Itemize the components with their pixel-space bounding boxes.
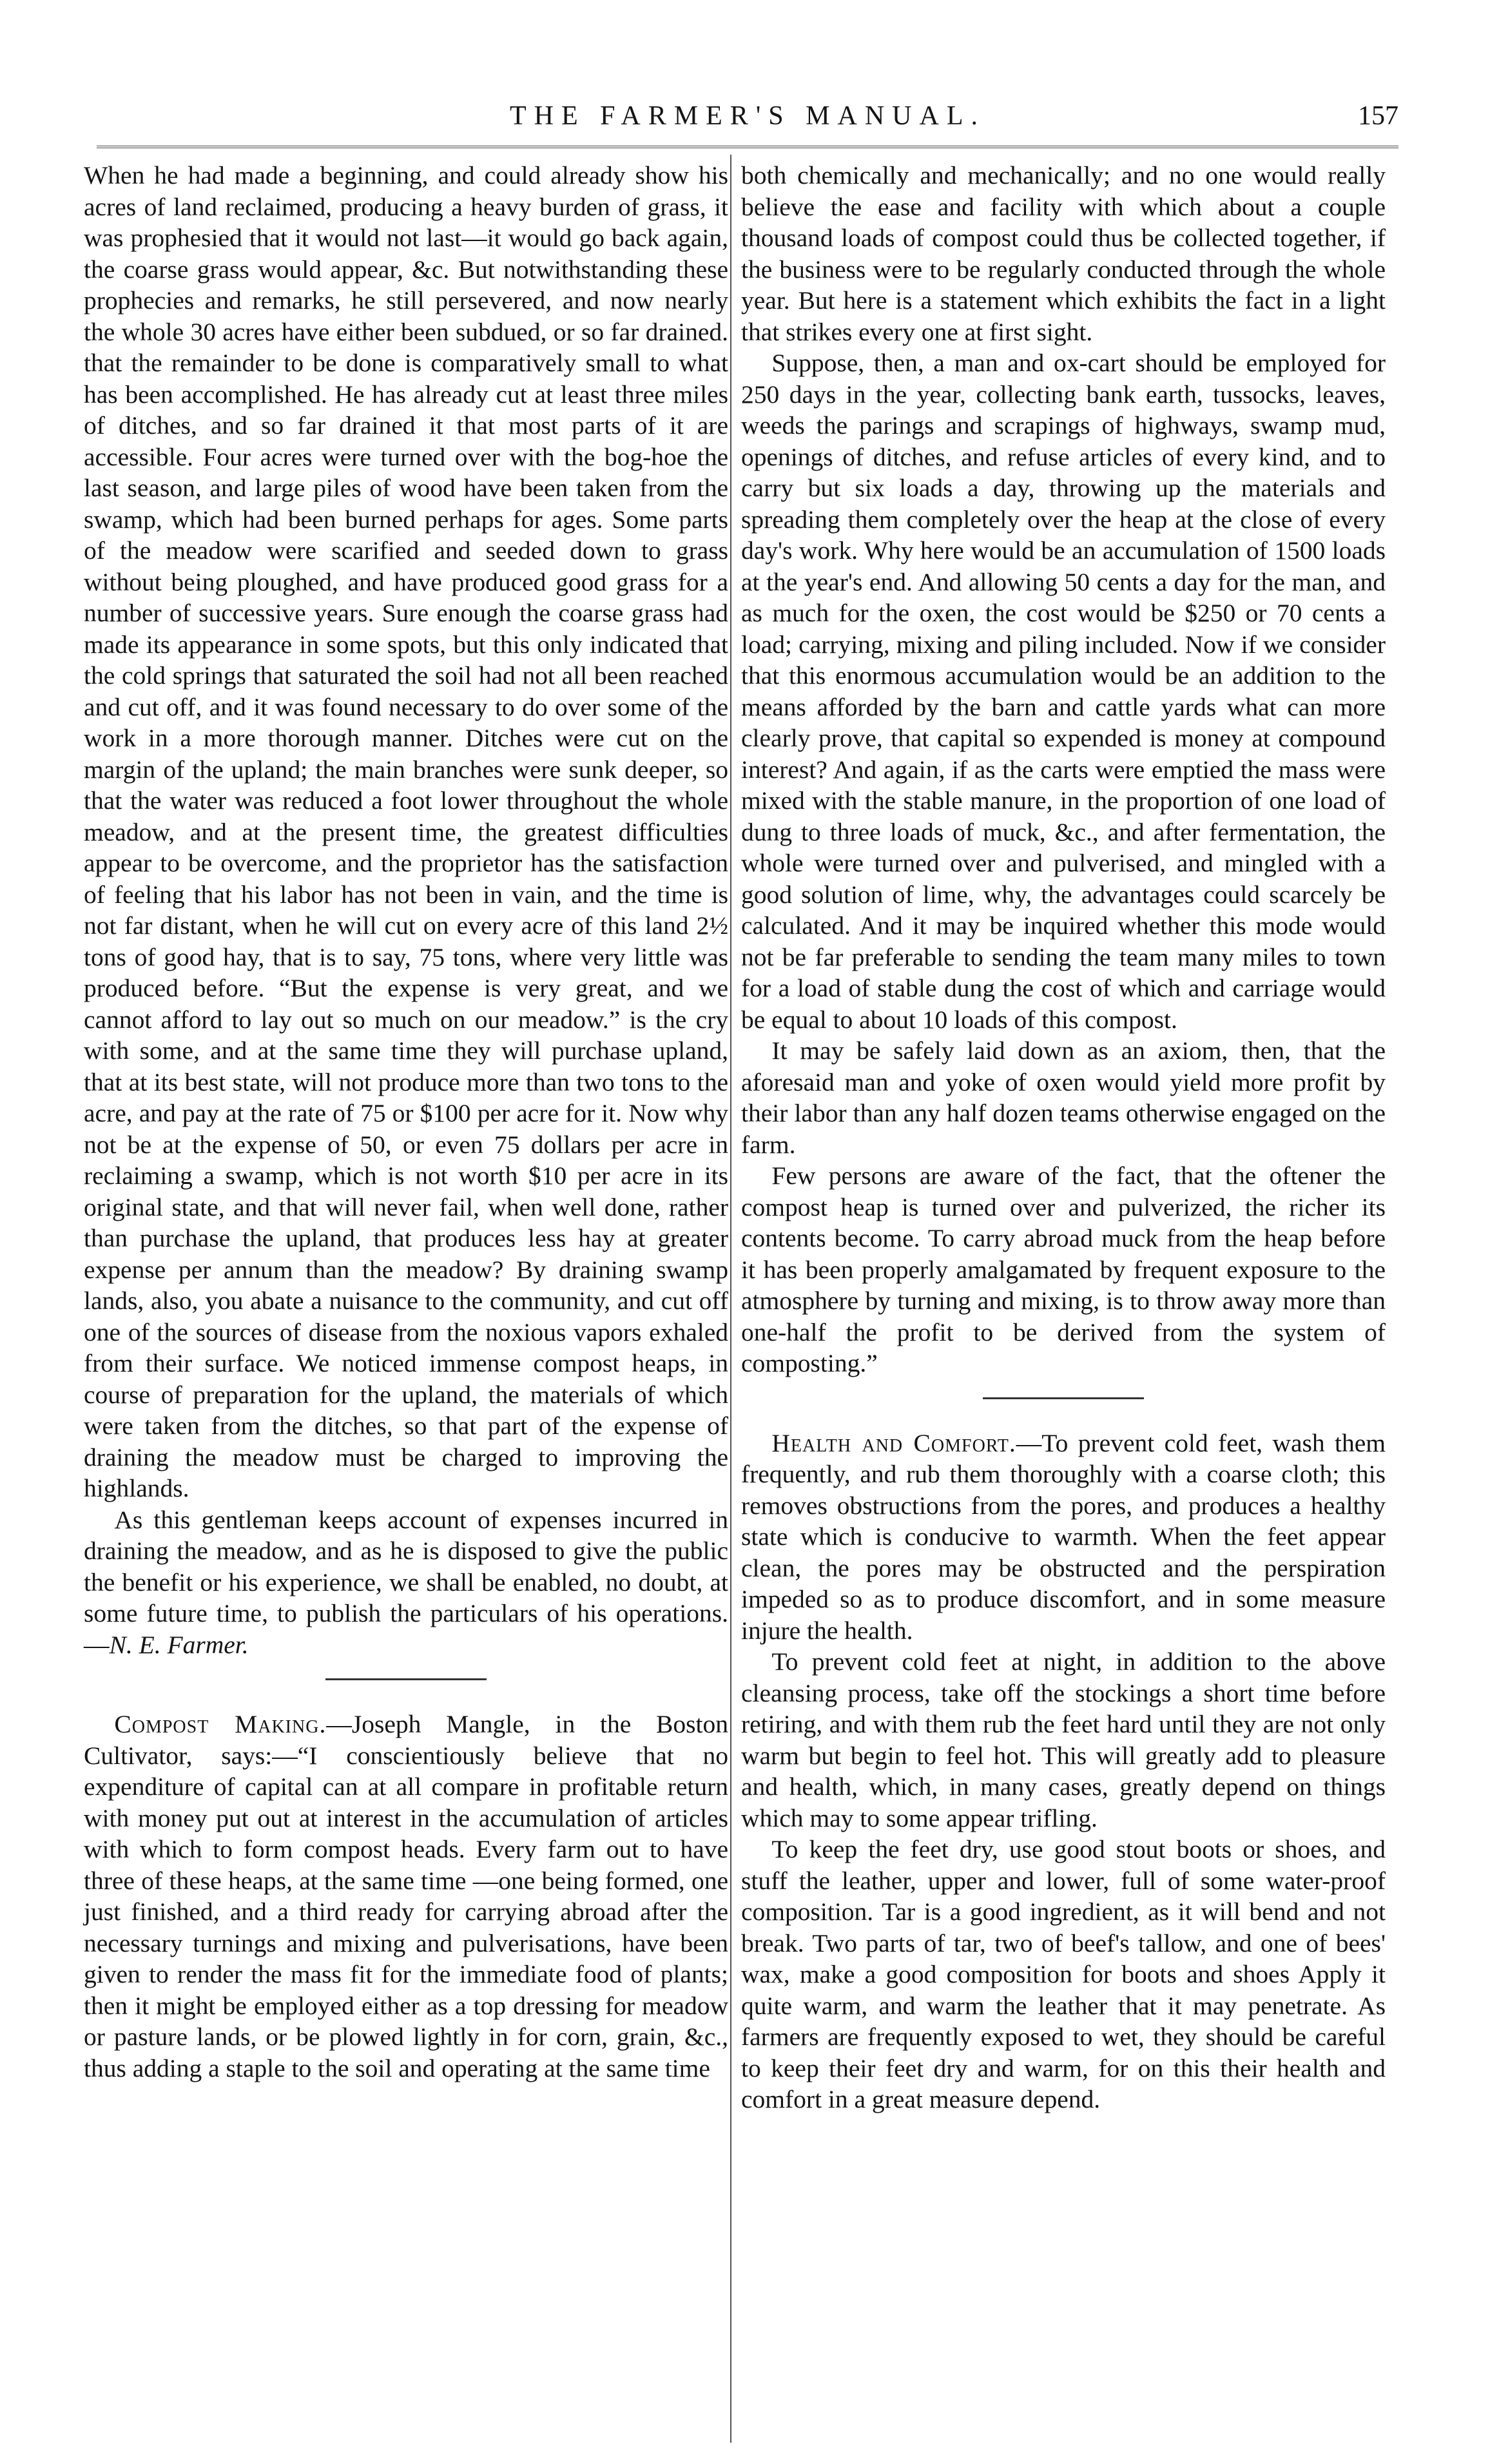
attribution: N. E. Farmer. (109, 1630, 249, 1659)
compost-paragraph-2: Suppose, then, a man and ox-cart should be employed for 250 days in the year, collecting bank earth, tussocks, leaves, weeds the parings and scrapings of highways, swamp mud, openings of ditches, and refuse articles of every kind, and to carry but six loads a day, throwing up the materials and spreading them completely over the heap at the close of every day's work. Why here would be an accumulation of 1500 loads at the year's end. And allowing 50 cents a day for the man, and as much for the oxen, the cost would be $250 or 70 cents a load; carrying, mixing and piling included. Now if we consider that this enormous accumulation would be an addition to the means afforded by the barn and cattle yards what can more clearly prove, that capital so expended is money at compound interest? And again, if as the carts were emptied the mass were mixed with the stable manure, in the proportion of one load of dung to three loads of muck, &c., and after fermentation, the whole were turned over and pulverised, and mingled with a good solution of lime, why, the advantages could scarcely be calculated. And it may be inquired whether this mode would not be far preferable to sending the team many miles to town for a load of stable dung the cost of which and carriage would be equal to about 10 loads of this compost. (741, 349, 1386, 1034)
health-comfort-text: —To prevent cold feet, wash them frequently, and rub them thoroughly with a coarse cloth; this removes obstructions from the pores, and produces a healthy state which is conducive to warmth. When the feet appear clean, the pores may be obstructed and the perspiration impeded so as to produce discomfort, and in some measure injure the health. (741, 1428, 1386, 1645)
compost-making-text: —Joseph Mangle, in the Boston Cultivator, says:—“I conscientiously believe that no expenditure of capital can at all compare in profitable return with money put out at interest in the accumulation of articles with which to form compost heads. Every farm out to have three of these heaps, at the same time —one being formed, one just finished, and a third ready for carrying abroad after the necessary turnings and mixing and pulverisations, have been given to render the mass fit for the immediate food of plants; then it might be employed either as a top dressing for meadow or pasture lands, or be plowed lightly in for corn, grain, &c., thus adding a staple to the soil and operating at the same time (84, 1710, 728, 2082)
health-comfort-paragraph-1 (741, 1428, 1386, 1647)
health-comfort-paragraph-2: To prevent cold feet at night, in addition to the above cleansing process, take off the stockings a short time before retiring, and with them rub the feet hard until they are not only warm but begin to feel hot. This will greatly add to pleasure and health, which, in many cases, greatly depend on things which may to some appear trifling. (741, 1647, 1386, 1832)
running-title: THE FARMER'S MANUAL. (510, 101, 985, 131)
closing-text: As this gentleman keeps account of expenses incurred in draining the meadow, and as he is disposed to give the public the benefit or his experience, we shall be enabled, no doubt, at some future time, to publish the particulars of his operations.— (84, 1505, 728, 1659)
drainage-continued-paragraph: When he had made a beginning, and could already show his acres of land reclaimed, producing a heavy burden of grass, it was prophesied that it would not last—it would go back again, the coarse grass would appear, &c. But notwithstanding these prophecies and remarks, he still persevered, and now nearly the whole 30 acres have either been subdued, or so far drained. that the remainder to be done is comparatively small to what has been accomplished. He has already cut at least three miles of ditches, and so far drained it that most parts of it are accessible. Four acres were turned over with the bog-hoe the last season, and large piles of wood have been taken from the swamp, which had been burned perhaps for ages. Some parts of the meadow were scarified and seeded down to grass without being ploughed, and have produced good grass for a number of successive years. Sure enough the coarse grass had made its appearance in some spots, but this only indicated that the cold springs that saturated the soil had not all been reached and cut off, and it was found necessary to do over some of the work in a more thorough manner. Ditches were cut on the margin of the upland; the main branches were sunk deeper, so that the water was reduced a foot lower throughout the whole meadow, and at the present time, the greatest difficulties appear to be overcome, and the proprietor has the satisfaction of feeling that his labor has not been in vain, and the time is not far distant, when he will cut on every acre of this land 2½ tons of good hay, that is to say, 75 tons, where very little was produced before. “But the expense is very great, and we cannot afford to lay out so much on our meadow.” is the cry with some, and at the same time they will purchase upland, that at its best state, will not produce more than two tons to the acre, and pay at the rate of 75 or $100 per acre for it. Now why not be at the expense of 50, or even 75 dollars per acre in reclaiming a swamp, which is not worth $10 per acre in its original state, and that will never fail, when well done, rather than purchase the upland, that produces less hay at greater expense per annum than the meadow? By draining swamp lands, also, you abate a nuisance to the community, and cut off one of the sources of disease from the noxious vapors exhaled from their surface. We noticed immense compost heaps, in course of preparation for the upland, the materials of which were taken from the ditches, so that part of the expense of draining the meadow must be charged to improving the highlands. (84, 161, 728, 1502)
compost-continued-paragraph: both chemically and mechanically; and no one would really believe the ease and facility with which about a couple thousand loads of compost could thus be collected together, if the business were to be regularly conducted through the whole year. But here is a statement which exhibits the fact in a light that strikes every one at first sight. (741, 161, 1386, 346)
page-number: 157 (1358, 101, 1398, 131)
header-rule (97, 146, 1398, 148)
page-header (97, 97, 1398, 135)
left-column (84, 160, 728, 2084)
drainage-closing-paragraph (84, 1504, 728, 1661)
compost-making-heading: Compost Making. (114, 1710, 327, 1738)
compost-making-paragraph (84, 1709, 728, 2084)
compost-paragraph-3: It may be safely laid down as an axiom, then, that the aforesaid man and yoke of oxen would yield more profit by their labor than any half dozen teams otherwise engaged on the farm. (741, 1036, 1386, 1159)
right-column (741, 160, 1386, 2115)
compost-paragraph-4: Few persons are aware of the fact, that the oftener the compost heap is turned over and pulverized, the richer its contents become. To carry abroad muck from the heap before it has been properly amalgamated by frequent exposure to the atmosphere by turning and mixing, is to throw away more than one-half the profit to be derived from the system of composting.” (741, 1161, 1386, 1377)
section-divider (983, 1397, 1144, 1399)
health-comfort-heading: Health and Comfort. (771, 1428, 1016, 1457)
health-comfort-paragraph-3: To keep the feet dry, use good stout boots or shoes, and stuff the leather, upper and lower, full of some water-proof composition. Tar is a good ingredient, as it will bend and not break. Two parts of tar, two of beef's tallow, and one of bees' wax, make a good composition for boots and shoes Apply it quite warm, and warm the leather that it may penetrate. As farmers are frequently exposed to wet, they should be careful to keep their feet dry and warm, for on this their health and comfort in a great measure depend. (741, 1835, 1386, 2113)
section-divider (325, 1678, 487, 1680)
column-divider (730, 155, 731, 2443)
